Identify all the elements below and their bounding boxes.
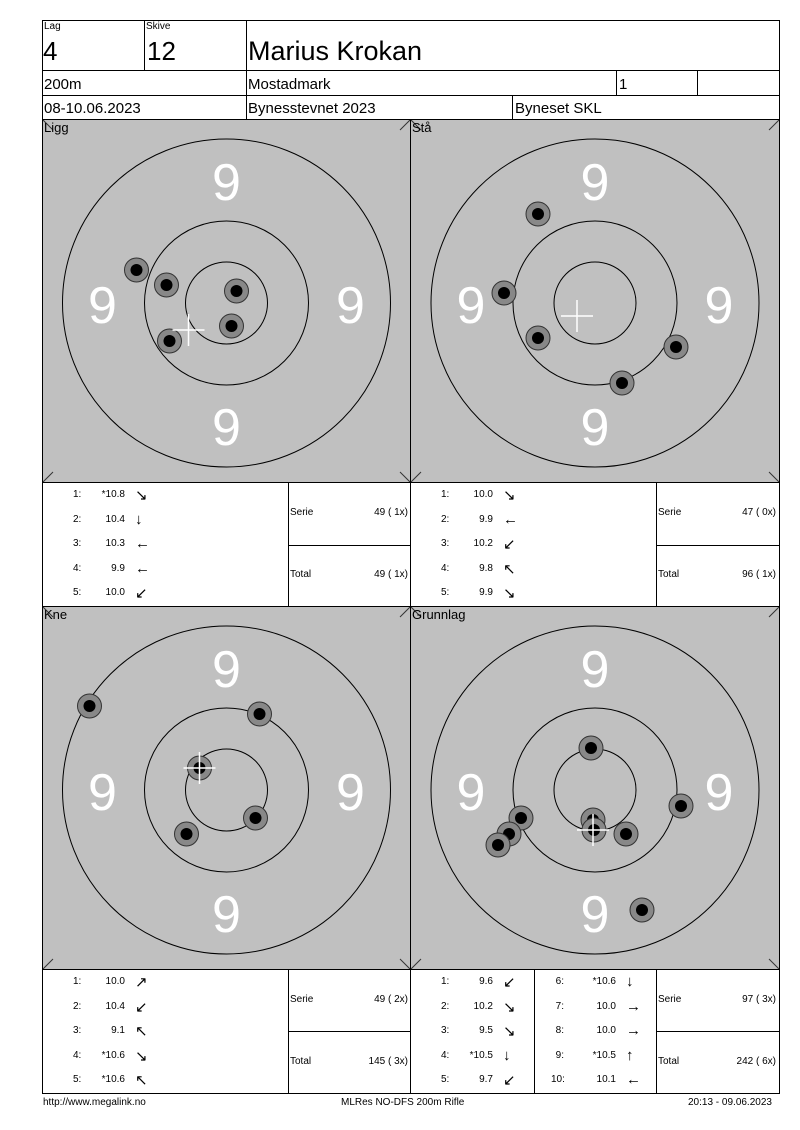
total-label: Total [290,569,312,580]
shot-hole-center [585,742,597,754]
shot-direction-arrow-icon: → [626,1022,641,1039]
target-sta-svg [411,120,779,482]
shot-value: 10.1 [596,1074,616,1085]
target-sta [411,120,779,482]
shot-hole-center [532,332,544,344]
event-name: Bynesstevnet 2023 [248,100,376,117]
shot-direction-arrow-icon: ↙ [135,585,148,602]
shot-value: *10.6 [592,976,616,987]
serie-label: Serie [658,507,682,518]
shot-hole-center [616,377,628,389]
shot-number: 8: [555,1025,564,1036]
total-label: Total [290,1056,312,1067]
shot-number: 6: [555,976,564,987]
ring-number-label: 9 [580,399,610,457]
ring-number-label: 9 [212,154,241,212]
serie-label: Serie [658,994,682,1005]
shot-number: 9: [555,1049,564,1061]
shot-value: *10.6 [101,1074,125,1085]
shot-hole-center [161,279,173,291]
lag-value: 4 [43,36,58,66]
footer-url[interactable]: http://www.megalink.no [43,1097,146,1108]
shot-direction-arrow-icon: ↘ [503,487,516,504]
shot-hole-center [131,264,143,276]
panel-label-grunnlag: Grunnlag [412,607,466,622]
shot-direction-arrow-icon: ↘ [135,487,148,504]
shot-direction-arrow-icon: ↘ [503,998,516,1016]
shot-value: 9.6 [479,976,493,987]
shot-direction-arrow-icon: ↓ [503,1046,511,1064]
shot-direction-arrow-icon: → [626,997,641,1015]
shot-value: 10.2 [473,1000,493,1012]
panel-label-ligg: Ligg [44,120,69,135]
shot-hole-center [670,341,682,353]
footer-program: MLRes NO-DFS 200m Rifle [341,1097,465,1108]
serie-value: 97 ( 3x) [742,994,776,1005]
shot-hole-center [84,700,96,712]
shot-value: 9.5 [479,1025,493,1036]
shot-value: 10.2 [473,538,493,549]
ring-number-label: 9 [88,764,117,822]
shot-value: 9.9 [111,562,125,574]
lag-label: Lag [44,21,61,32]
ring-number-label: 9 [580,886,610,944]
shot-value: 9.8 [479,562,493,574]
serie-value: 47 ( 0x) [742,507,776,518]
shot-hole-center [181,828,193,840]
ring-number-label: 9 [336,277,365,335]
shot-value: 9.9 [479,587,493,598]
target-ligg-svg [43,120,410,482]
ring-number-label: 9 [88,277,117,335]
shot-value: 10.0 [596,1000,616,1012]
shot-direction-arrow-icon: ← [135,535,150,552]
shot-direction-arrow-icon: ↑ [626,1046,634,1064]
serie-label: Serie [290,994,314,1005]
shot-direction-arrow-icon: ↘ [135,1047,148,1065]
shot-direction-arrow-icon: ↓ [626,973,634,990]
shot-value: *10.8 [101,489,125,500]
shot-direction-arrow-icon: ↗ [135,974,148,991]
shot-value: 10.3 [105,538,125,549]
ring-number-label: 9 [580,154,610,212]
shot-value: 9.9 [479,513,493,525]
shot-value: 10.0 [105,587,125,598]
shot-direction-arrow-icon: ↓ [135,510,143,528]
shot-hole-center [636,904,648,916]
target-ligg [43,120,410,482]
shot-direction-arrow-icon: ↙ [503,974,516,991]
panel-label-sta: Stå [412,120,432,135]
ring-number-label: 9 [456,764,486,822]
shot-value: 10.0 [473,489,493,500]
total-value: 242 ( 6x) [736,1056,776,1067]
shot-hole-center [498,287,510,299]
panel-label-kne: Kne [44,607,68,622]
field-number: 1 [619,76,628,93]
ring-number-label: 9 [212,641,241,699]
shot-direction-arrow-icon: ↙ [135,998,148,1016]
shot-direction-arrow-icon: ← [135,559,150,577]
shot-value: 9.1 [111,1025,125,1036]
ring-number-label: 9 [456,277,486,335]
shot-hole-center [620,828,632,840]
serie-value: 49 ( 1x) [374,507,408,518]
shot-value: 10.0 [596,1025,616,1036]
shot-hole-center [675,800,687,812]
ring-number-label: 9 [580,641,610,699]
shot-hole-center [254,708,266,720]
shot-hole-center [226,320,238,332]
ring-number-label: 9 [336,764,365,822]
shot-direction-arrow-icon: ← [626,1071,641,1088]
shot-direction-arrow-icon: ↘ [503,585,516,602]
total-label: Total [658,1056,680,1067]
shot-hole-center [515,812,527,824]
total-value: 96 ( 1x) [742,569,776,580]
shot-value: *10.5 [592,1049,616,1061]
shot-direction-arrow-icon: ↘ [503,1023,516,1040]
shot-direction-arrow-icon: ↖ [503,560,516,578]
shot-direction-arrow-icon: ← [503,510,518,528]
serie-value: 49 ( 2x) [374,994,408,1005]
shot-value: *10.5 [469,1049,493,1061]
total-value: 145 ( 3x) [368,1056,408,1067]
shot-number: 7: [555,1000,564,1012]
shot-direction-arrow-icon: ↙ [503,1072,516,1089]
serie-label: Serie [290,507,314,518]
shot-value: 9.7 [479,1074,493,1085]
total-value: 49 ( 1x) [374,569,408,580]
ring-number-label: 9 [704,764,734,822]
target-kne-svg [43,607,410,969]
skive-label: Skive [146,21,171,32]
shot-hole-center [164,335,176,347]
shot-value: 10.0 [105,976,125,987]
shooter-name: Marius Krokan [248,36,423,66]
shot-hole-center [492,839,504,851]
venue: Mostadmark [248,76,331,93]
target-grunnlag [411,607,779,969]
shot-value: 10.4 [105,1000,125,1012]
skive-value: 12 [147,36,176,66]
shot-hole-center [532,208,544,220]
ring-number-label: 9 [212,886,241,944]
footer-timestamp: 20:13 - 09.06.2023 [688,1097,772,1108]
total-label: Total [658,569,680,580]
distance: 200m [44,76,82,93]
shot-direction-arrow-icon: ↖ [135,1023,148,1040]
target-grunnlag-svg [411,607,779,969]
shot-value: *10.6 [101,1049,125,1061]
shot-value: 10.4 [105,513,125,525]
shot-direction-arrow-icon: ↙ [503,536,516,553]
shot-direction-arrow-icon: ↖ [135,1072,148,1089]
ring-number-label: 9 [704,277,734,335]
ring-number-label: 9 [212,399,241,457]
target-kne [43,607,410,969]
club-name: Byneset SKL [515,100,602,117]
shot-hole-center [231,285,243,297]
dates: 08-10.06.2023 [44,100,141,117]
shot-hole-center [250,812,262,824]
shot-number: 10: [551,1074,565,1085]
